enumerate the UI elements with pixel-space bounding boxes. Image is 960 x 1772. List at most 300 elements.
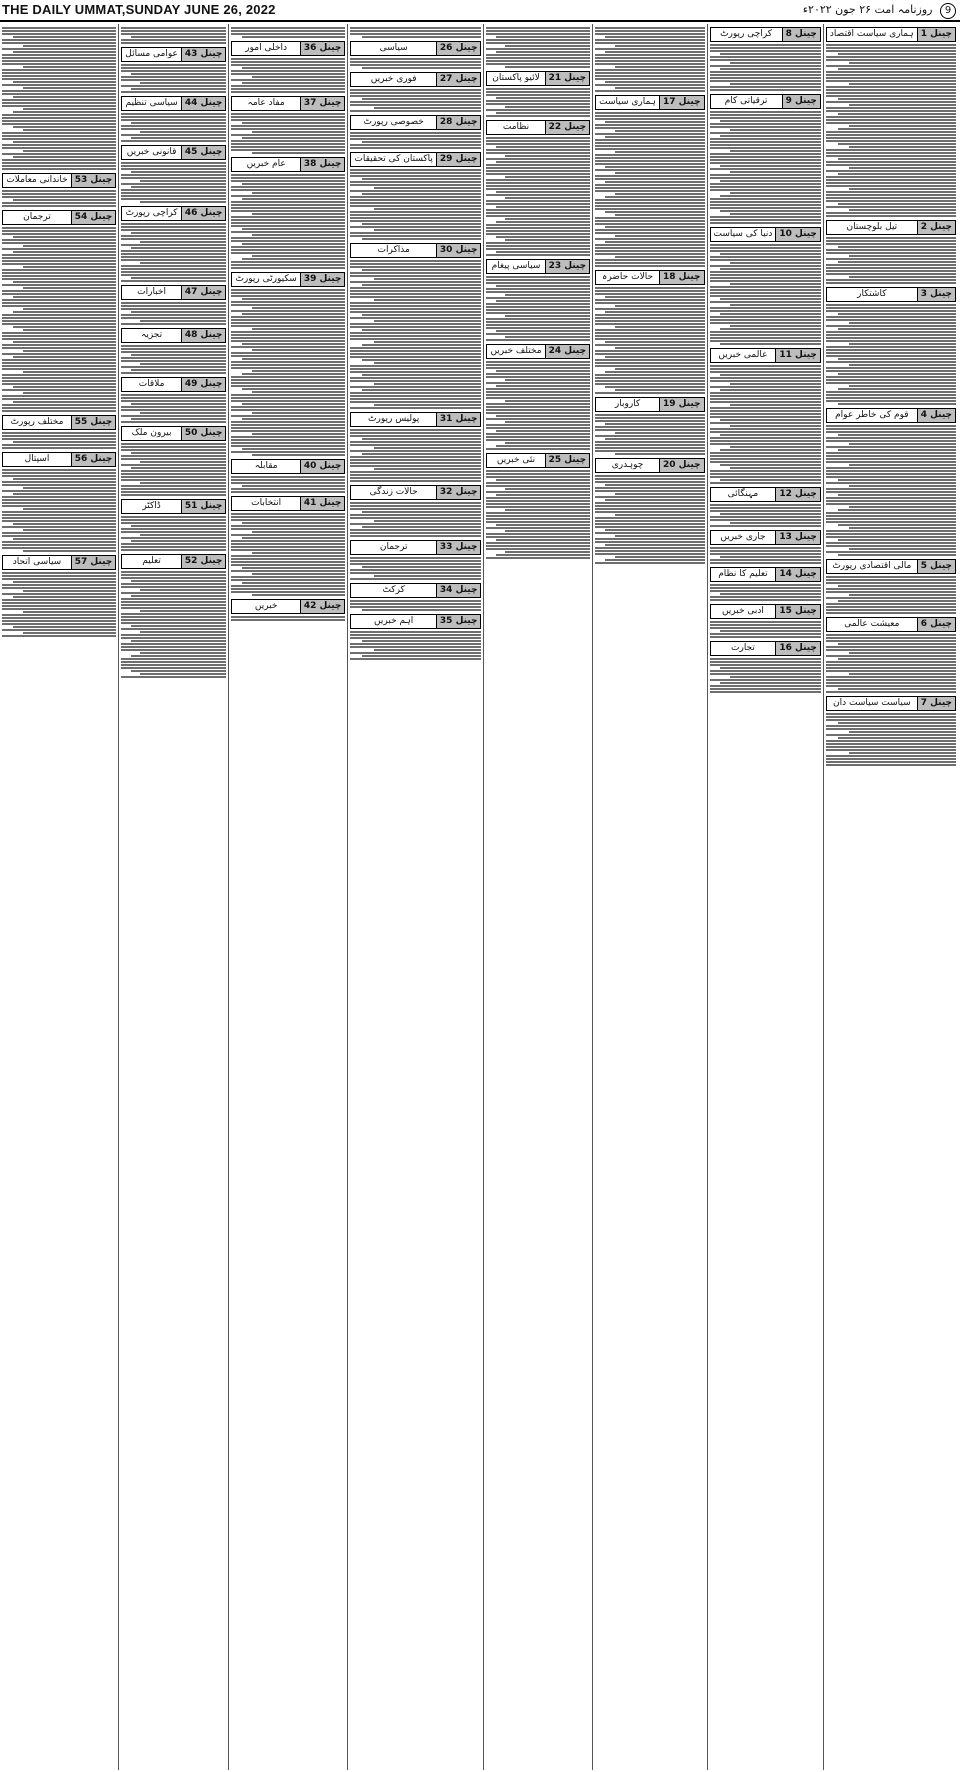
- news-item-number: چینل 38: [300, 158, 345, 171]
- news-item-number: چینل 6: [917, 618, 955, 631]
- news-item-header: [121, 377, 226, 392]
- news-item-header: [710, 227, 821, 242]
- news-column: [347, 24, 483, 1770]
- news-item: [121, 145, 226, 203]
- news-item-title: پولیس رپورٹ: [351, 413, 436, 426]
- news-item: [710, 227, 821, 345]
- news-item-body: [826, 634, 956, 693]
- news-item-title: نظامت: [487, 121, 544, 134]
- news-item-body: [231, 58, 345, 93]
- news-item-number: چینل 39: [300, 273, 345, 286]
- news-item-body: [121, 516, 226, 551]
- news-item: [826, 617, 956, 693]
- news-item-number: چینل 52: [181, 555, 226, 568]
- news-item: [121, 285, 226, 325]
- news-item-header: [350, 72, 481, 87]
- news-item-body: [595, 475, 704, 564]
- news-item-header: [350, 115, 481, 130]
- news-item-body: [486, 276, 590, 341]
- news-item-title: حالات حاضرہ: [596, 271, 659, 284]
- news-item-body: [2, 469, 116, 552]
- news-item: [826, 559, 956, 614]
- news-item-number: چینل 2: [917, 221, 955, 234]
- news-item: [826, 696, 956, 766]
- news-item-title: لائیو پاکستان: [487, 72, 544, 85]
- news-item: [486, 120, 590, 256]
- news-item-title: انتخابات: [232, 497, 299, 510]
- urdu-date-text: روزنامہ امت ۲۶ جون ۲۰۲۲ء: [802, 3, 933, 16]
- news-item-title: عام خبریں: [232, 158, 299, 171]
- news-item-header: [826, 408, 956, 423]
- news-item-body: [486, 137, 590, 256]
- page-number: 9: [940, 3, 956, 19]
- columns-container: [2, 24, 958, 1770]
- news-item: [350, 412, 481, 482]
- news-item-title: سیاسی: [351, 42, 436, 55]
- news-item-header: [231, 41, 345, 56]
- news-item: [2, 173, 116, 207]
- news-item-header: [486, 344, 590, 359]
- news-column: [0, 24, 118, 1770]
- news-item: [350, 152, 481, 240]
- news-item-title: سیاسی تنظیم: [122, 97, 181, 110]
- news-item-body: [486, 361, 590, 450]
- news-item: [710, 487, 821, 527]
- news-item: [595, 95, 704, 267]
- news-item-title: کاشتکار: [827, 288, 917, 301]
- news-item-body: [826, 237, 956, 284]
- news-item-header: [486, 453, 590, 468]
- news-item-header: [595, 397, 704, 412]
- news-item: [350, 583, 481, 611]
- news-item-title: معیشت عالمی: [827, 618, 917, 631]
- news-item-number: چینل 22: [545, 121, 590, 134]
- news-item-number: چینل 18: [659, 271, 704, 284]
- news-item-header: [826, 617, 956, 632]
- news-item-number: چینل 55: [71, 416, 116, 429]
- news-item: [2, 27, 116, 170]
- news-item-title: کراچی رپورٹ: [711, 28, 782, 41]
- news-item-title: تجارت: [711, 642, 776, 655]
- news-item-body: [350, 502, 481, 537]
- news-item: [121, 554, 226, 678]
- news-item-number: چینل 31: [436, 413, 481, 426]
- news-column: [483, 24, 592, 1770]
- news-column: [592, 24, 706, 1770]
- news-column: [823, 24, 958, 1770]
- news-item-body: [121, 113, 226, 142]
- news-item-body: [486, 470, 590, 559]
- news-item-number: چینل 26: [436, 42, 481, 55]
- news-item-body: [350, 631, 481, 660]
- news-item-number: چینل 30: [436, 244, 481, 257]
- news-item: [595, 397, 704, 455]
- news-item: [121, 499, 226, 551]
- news-item-number: چینل 17: [659, 96, 704, 109]
- news-item-number: چینل 20: [659, 459, 704, 472]
- news-item-header: [826, 287, 956, 302]
- news-column: [118, 24, 228, 1770]
- news-item: [710, 530, 821, 564]
- news-item: [2, 415, 116, 449]
- news-item-header: [2, 555, 116, 570]
- news-item-body: [710, 504, 821, 527]
- news-item-header: [710, 604, 821, 619]
- news-item-title: پاکستان کی تحقیقات: [351, 153, 436, 166]
- news-item-number: چینل 1: [917, 28, 955, 41]
- news-item: [826, 287, 956, 405]
- masthead: [0, 0, 960, 22]
- news-item-header: [350, 41, 481, 56]
- news-item-title: مختلف رپورٹ: [3, 416, 70, 429]
- news-item-title: اہم خبریں: [351, 615, 436, 628]
- news-item-title: کرکٹ: [351, 584, 436, 597]
- news-item-number: چینل 27: [436, 73, 481, 86]
- news-item-title: بیرون ملک: [122, 427, 181, 440]
- news-item-number: چینل 36: [300, 42, 345, 55]
- news-item: [595, 458, 704, 564]
- news-item: [121, 328, 226, 374]
- news-item-number: چینل 16: [775, 642, 820, 655]
- news-item-header: [350, 485, 481, 500]
- news-item-title: نئی خبریں: [487, 454, 544, 467]
- news-item: [350, 72, 481, 112]
- news-item-header: [231, 96, 345, 111]
- news-item-number: چینل 49: [181, 378, 226, 391]
- news-item: [826, 408, 956, 556]
- news-item-number: چینل 53: [71, 174, 116, 187]
- news-item: [826, 220, 956, 284]
- news-item-body: [826, 576, 956, 614]
- news-item-title: چوہدری: [596, 459, 659, 472]
- news-item-body: [231, 289, 345, 456]
- news-item-number: چینل 43: [181, 48, 226, 61]
- news-item-number: چینل 24: [545, 345, 590, 358]
- news-item-body: [121, 302, 226, 325]
- news-item-title: تعلیم کا نظام: [711, 568, 776, 581]
- news-item-header: [595, 95, 704, 110]
- news-item: [350, 27, 481, 38]
- news-item-header: [121, 96, 226, 111]
- news-item-number: چینل 14: [775, 568, 820, 581]
- news-item: [121, 377, 226, 423]
- news-item-body: [231, 616, 345, 621]
- news-item-number: چینل 50: [181, 427, 226, 440]
- news-item-body: [231, 113, 345, 154]
- news-item: [595, 27, 704, 92]
- news-item-number: چینل 48: [181, 329, 226, 342]
- news-item: [121, 96, 226, 142]
- masthead-urdu-date: [803, 3, 956, 19]
- news-item-number: چینل 23: [545, 260, 590, 273]
- news-item: [2, 452, 116, 552]
- news-item-body: [710, 244, 821, 345]
- news-item-number: چینل 25: [545, 454, 590, 467]
- news-item-title: ترجمان: [351, 541, 436, 554]
- news-item: [231, 272, 345, 456]
- news-item-body: [350, 600, 481, 611]
- news-item-title: عالمی خبریں: [711, 349, 776, 362]
- news-item-title: داخلی امور: [232, 42, 299, 55]
- news-item: [121, 426, 226, 496]
- news-item-number: چینل 12: [775, 488, 820, 501]
- news-item-number: چینل 13: [775, 531, 820, 544]
- news-item-body: [710, 44, 821, 91]
- news-item-body: [350, 132, 481, 149]
- news-item: [121, 47, 226, 93]
- news-item-header: [121, 285, 226, 300]
- news-item-title: خصوصی رپورٹ: [351, 116, 436, 129]
- news-item-number: چینل 21: [545, 72, 590, 85]
- news-item: [710, 641, 821, 693]
- news-item-number: چینل 45: [181, 146, 226, 159]
- news-item: [231, 496, 345, 596]
- news-item: [231, 459, 345, 493]
- news-item-number: چینل 5: [917, 560, 955, 573]
- news-item: [2, 555, 116, 637]
- news-item: [350, 614, 481, 660]
- news-item-title: تجزیہ: [122, 329, 181, 342]
- news-item-title: سیاسی اتحاد: [3, 556, 70, 569]
- news-item-number: چینل 54: [71, 211, 116, 224]
- news-item-body: [710, 658, 821, 693]
- news-item-header: [121, 145, 226, 160]
- news-item-body: [595, 414, 704, 455]
- news-item-title: خاندانی معاملات: [3, 174, 70, 187]
- news-item: [231, 41, 345, 93]
- news-item-title: قانونی خبریں: [122, 146, 181, 159]
- news-item-body: [350, 89, 481, 112]
- news-item-body: [350, 260, 481, 409]
- news-item-header: [710, 27, 821, 42]
- news-item-header: [350, 540, 481, 555]
- news-item-header: [2, 452, 116, 467]
- news-item-number: چینل 56: [71, 453, 116, 466]
- news-item-title: کراچی رپورٹ: [122, 207, 181, 220]
- news-item-body: [2, 27, 116, 170]
- news-item-title: کاروبار: [596, 398, 659, 411]
- news-item-body: [121, 345, 226, 374]
- news-item-number: چینل 41: [300, 497, 345, 510]
- news-item: [231, 96, 345, 154]
- news-item-body: [826, 713, 956, 766]
- news-item-number: چینل 44: [181, 97, 226, 110]
- news-item-header: [826, 220, 956, 235]
- news-item-number: چینل 40: [300, 460, 345, 473]
- news-item-number: چینل 15: [775, 605, 820, 618]
- news-item-header: [350, 412, 481, 427]
- news-item-body: [350, 58, 481, 69]
- news-item-body: [2, 572, 116, 637]
- news-item-header: [121, 328, 226, 343]
- news-item-title: ادبی خبریں: [711, 605, 776, 618]
- news-item: [710, 348, 821, 484]
- news-item-title: خبریں: [232, 600, 299, 613]
- news-item-title: مفاد عامہ: [232, 97, 299, 110]
- news-item-header: [231, 496, 345, 511]
- news-item-number: چینل 7: [917, 697, 955, 710]
- news-item-body: [2, 227, 116, 412]
- news-item-body: [2, 190, 116, 207]
- news-item-number: چینل 10: [775, 228, 820, 241]
- news-item-title: اخبارات: [122, 286, 181, 299]
- news-item: [486, 259, 590, 341]
- news-item: [486, 27, 590, 68]
- news-item-number: چینل 11: [775, 349, 820, 362]
- news-item-body: [350, 429, 481, 482]
- news-item-number: چینل 47: [181, 286, 226, 299]
- news-item-number: چینل 42: [300, 600, 345, 613]
- news-item-number: چینل 51: [181, 500, 226, 513]
- news-item-body: [710, 365, 821, 484]
- news-item-body: [826, 425, 956, 556]
- news-item-title: جاری خبریں: [711, 531, 776, 544]
- news-item-body: [231, 476, 345, 493]
- news-item: [121, 27, 226, 44]
- news-item-title: سیاست سیاست دان: [827, 697, 917, 710]
- news-item-header: [350, 614, 481, 629]
- news-item-body: [595, 112, 704, 267]
- news-item-number: چینل 8: [782, 28, 820, 41]
- news-item-number: چینل 4: [917, 409, 955, 422]
- news-item: [231, 599, 345, 621]
- news-item-number: چینل 3: [917, 288, 955, 301]
- news-item-header: [826, 27, 956, 42]
- news-item-header: [595, 458, 704, 473]
- news-item: [231, 27, 345, 38]
- news-item-title: ملاقات: [122, 378, 181, 391]
- news-item-header: [710, 94, 821, 109]
- news-item-number: چینل 46: [181, 207, 226, 220]
- news-item-body: [350, 27, 481, 38]
- news-item-body: [231, 513, 345, 596]
- news-item-title: حالات زندگی: [351, 486, 436, 499]
- news-item: [231, 157, 345, 269]
- news-item-title: دنیا کی سیاست: [711, 228, 776, 241]
- news-item: [710, 27, 821, 91]
- news-item-title: ترجمان: [3, 211, 70, 224]
- news-item-header: [710, 487, 821, 502]
- news-item-body: [121, 27, 226, 44]
- news-item-number: چینل 33: [436, 541, 481, 554]
- news-item-title: تعلیم: [122, 555, 181, 568]
- news-item-title: سیاسی پیغام: [487, 260, 544, 273]
- news-item: [350, 41, 481, 69]
- news-item-title: فوری خبریں: [351, 73, 436, 86]
- news-item-body: [350, 557, 481, 580]
- news-item-body: [121, 162, 226, 203]
- news-item-body: [826, 304, 956, 405]
- news-item-header: [710, 567, 821, 582]
- news-item: [350, 243, 481, 409]
- news-item-title: ترقیاتی کام: [711, 95, 782, 108]
- news-item-number: چینل 9: [782, 95, 820, 108]
- news-item: [486, 453, 590, 559]
- news-item-body: [486, 27, 590, 68]
- news-item-title: عوامی مسائل: [122, 48, 181, 61]
- news-item: [486, 344, 590, 450]
- news-item-title: مذاکرات: [351, 244, 436, 257]
- news-item-title: تیل بلوچستان: [827, 221, 917, 234]
- news-item-title: قوم کی خاطر عوام: [827, 409, 917, 422]
- news-item: [350, 485, 481, 537]
- news-item-header: [486, 259, 590, 274]
- news-item-number: چینل 19: [659, 398, 704, 411]
- news-item-header: [121, 47, 226, 62]
- news-item-header: [595, 270, 704, 285]
- news-item-header: [121, 499, 226, 514]
- news-item-number: چینل 29: [436, 153, 481, 166]
- news-item-header: [121, 426, 226, 441]
- news-item-body: [710, 621, 821, 638]
- news-item-header: [710, 641, 821, 656]
- news-item-body: [826, 44, 956, 217]
- news-item-title: ڈاکٹر: [122, 500, 181, 513]
- news-item-header: [710, 530, 821, 545]
- news-item-header: [121, 554, 226, 569]
- news-item-body: [231, 174, 345, 269]
- news-item-header: [350, 152, 481, 167]
- news-item-number: چینل 35: [436, 615, 481, 628]
- news-item-body: [2, 432, 116, 449]
- news-item-number: چینل 57: [71, 556, 116, 569]
- news-item-number: چینل 32: [436, 486, 481, 499]
- news-item-header: [486, 120, 590, 135]
- news-item: [486, 71, 590, 117]
- news-item-title: مختلف خبریں: [487, 345, 544, 358]
- news-item-body: [710, 547, 821, 564]
- news-item-body: [121, 64, 226, 93]
- news-item-body: [595, 27, 704, 92]
- news-item-title: سکیورٹی رپورٹ: [232, 273, 299, 286]
- news-item-header: [826, 559, 956, 574]
- news-item: [595, 270, 704, 394]
- masthead-title: THE DAILY UMMAT,SUNDAY JUNE 26, 2022: [2, 2, 276, 17]
- news-item-header: [231, 459, 345, 474]
- news-item-header: [2, 173, 116, 188]
- news-item-body: [350, 169, 481, 240]
- news-item-header: [486, 71, 590, 86]
- news-item-title: مہنگائی: [711, 488, 776, 501]
- news-item: [2, 210, 116, 412]
- news-item-header: [2, 210, 116, 225]
- news-item-title: اسپتال: [3, 453, 70, 466]
- news-item-number: چینل 28: [436, 116, 481, 129]
- news-item: [350, 540, 481, 580]
- news-item-body: [710, 584, 821, 601]
- news-item-title: مقابلہ: [232, 460, 299, 473]
- news-item-number: چینل 37: [300, 97, 345, 110]
- news-item: [826, 27, 956, 217]
- news-item: [121, 206, 226, 282]
- news-item-body: [710, 111, 821, 224]
- news-item: [710, 604, 821, 638]
- news-column: [707, 24, 823, 1770]
- news-item: [710, 567, 821, 601]
- news-item-number: چینل 34: [436, 584, 481, 597]
- news-item-header: [350, 583, 481, 598]
- news-item: [350, 115, 481, 149]
- news-item-body: [486, 88, 590, 117]
- news-item-title: ہماری سیاست: [596, 96, 659, 109]
- news-item-body: [121, 443, 226, 496]
- news-item-body: [121, 223, 226, 282]
- news-item: [710, 94, 821, 224]
- news-item-header: [350, 243, 481, 258]
- news-item-title: مالی اقتصادی رپورٹ: [827, 560, 917, 573]
- news-item-header: [231, 599, 345, 614]
- news-item-header: [710, 348, 821, 363]
